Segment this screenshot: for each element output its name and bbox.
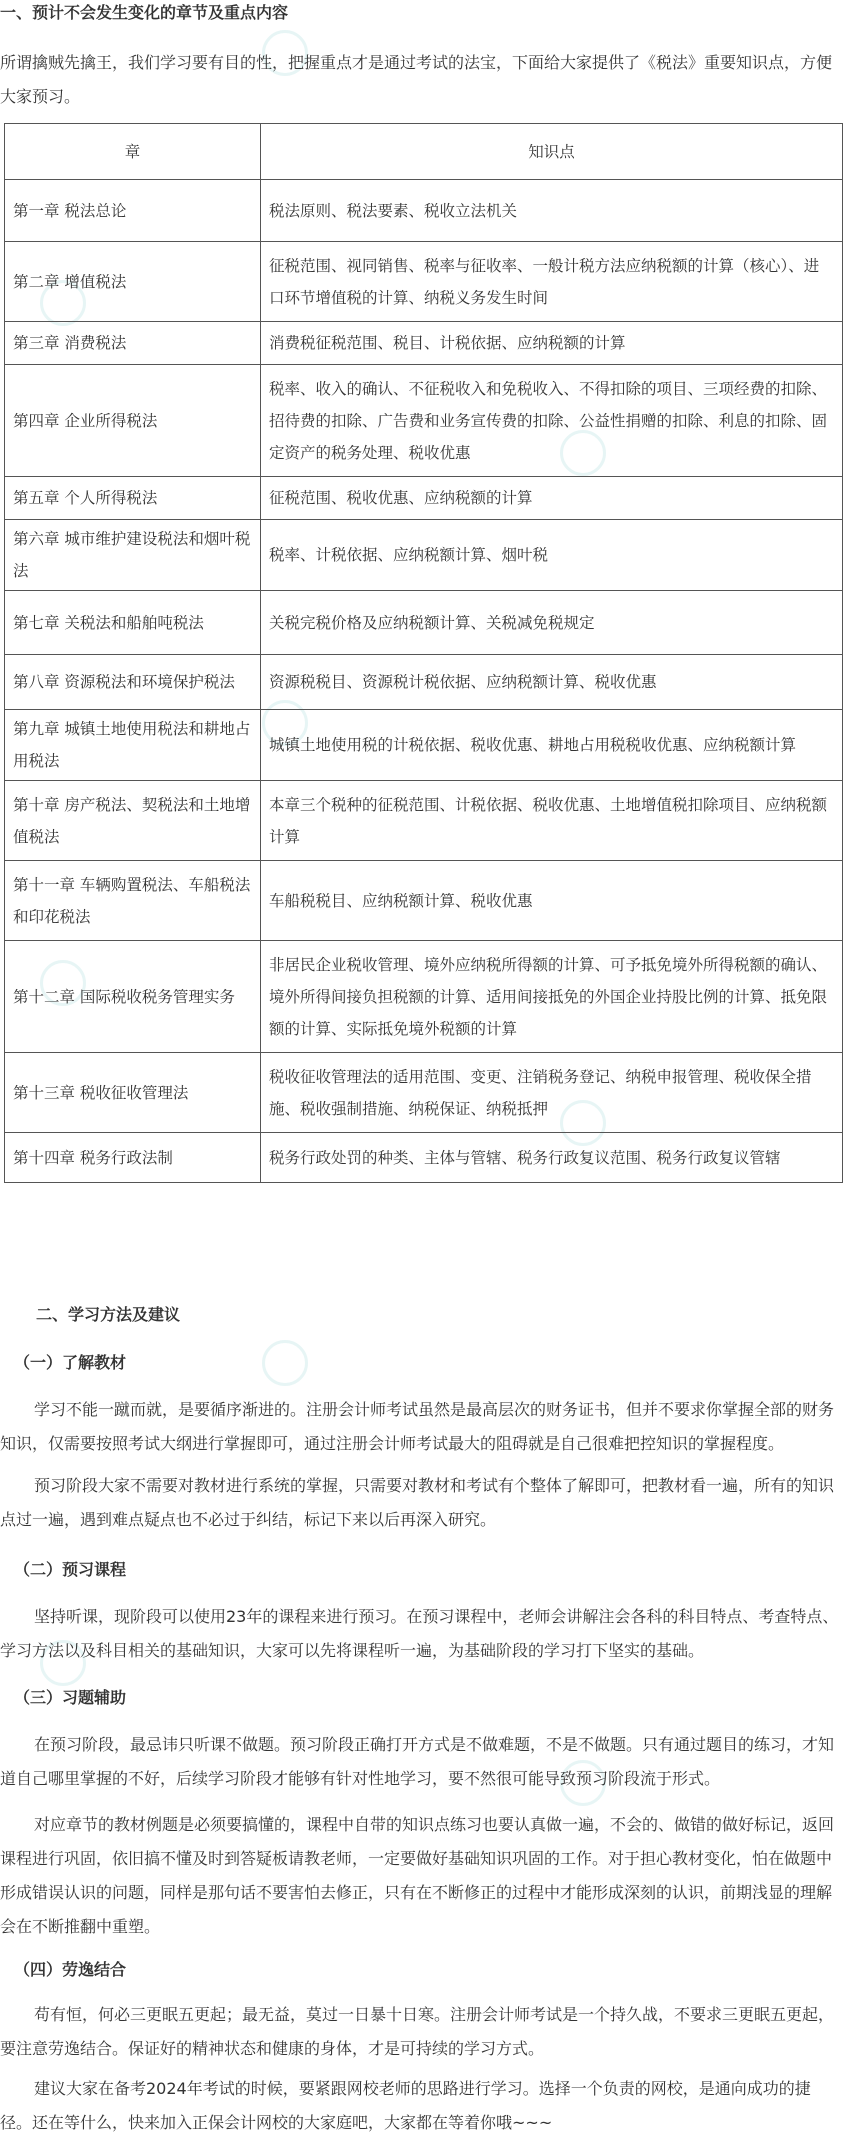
subsection-title: （四）劳逸结合 [14, 1960, 127, 1979]
table-row [5, 365, 843, 477]
subsection-title: （二）预习课程 [14, 1560, 127, 1579]
table-header-chapter: 章 [5, 124, 261, 180]
table-row [5, 655, 843, 710]
chapter-cell: 第六章 城市维护建设税法和烟叶税法 [5, 520, 261, 591]
chapter-cell: 第十三章 税收征收管理法 [5, 1053, 261, 1133]
chapter-cell: 第四章 企业所得税法 [5, 365, 261, 477]
points-cell: 税法原则、税法要素、税收立法机关 [261, 180, 843, 242]
chapter-cell: 第一章 税法总论 [5, 180, 261, 242]
paragraph: 苟有恒，何必三更眠五更起；最无益，莫过一日暴十日寒。注册会计师考试是一个持久战，不要求三更眠五更起，要注意劳逸结合。保证好的精神状态和健康的身体，才是可持续的学习方式。 [0, 2005, 835, 2058]
subsection-title: （一）了解教材 [14, 1353, 127, 1372]
table-row [5, 477, 843, 520]
chapter-cell: 第五章 个人所得税法 [5, 477, 261, 520]
table-row [5, 1133, 843, 1183]
table-row [5, 1053, 843, 1133]
points-cell: 关税完税价格及应纳税额计算、关税减免税规定 [261, 591, 843, 655]
table-row [5, 941, 843, 1053]
chapter-cell: 第七章 关税法和船舶吨税法 [5, 591, 261, 655]
section-heading-1: 一、预计不会发生变化的章节及重点内容 [0, 3, 289, 22]
table-row [5, 861, 843, 941]
chapter-cell: 第十四章 税务行政法制 [5, 1133, 261, 1183]
table-row [5, 591, 843, 655]
paragraph: 学习不能一蹴而就，是要循序渐进的。注册会计师考试虽然是最高层次的财务证书，但并不要求你掌握全部的财务知识，仅需要按照考试大纲进行掌握即可，通过注册会计师考试最大的阻碍就是自己很难把控知识的掌握程度。 [0, 1400, 835, 1453]
syllabus-table [4, 123, 843, 1183]
table-header-points: 知识点 [261, 124, 843, 180]
paragraph: 建议大家在备考2024年考试的时候，要紧跟网校老师的思路进行学习。选择一个负责的网校，是通向成功的捷径。还在等什么，快来加入正保会计网校的大家庭吧，大家都在等着你哦~~~ [0, 2079, 811, 2132]
points-cell: 车船税税目、应纳税额计算、税收优惠 [261, 861, 843, 941]
chapter-cell: 第三章 消费税法 [5, 322, 261, 365]
points-cell: 本章三个税种的征税范围、计税依据、税收优惠、土地增值税扣除项目、应纳税额计算 [261, 781, 843, 861]
points-cell: 消费税征税范围、税目、计税依据、应纳税额的计算 [261, 322, 843, 365]
chapter-cell: 第九章 城镇土地使用税法和耕地占用税法 [5, 710, 261, 781]
table-row [5, 520, 843, 591]
points-cell: 税收征收管理法的适用范围、变更、注销税务登记、纳税申报管理、税收保全措施、税收强制措施、纳税保证、纳税抵押 [261, 1053, 843, 1133]
paragraph: 坚持听课，现阶段可以使用23年的课程来进行预习。在预习课程中，老师会讲解注会各科的科目特点、考查特点、学习方法以及科目相关的基础知识，大家可以先将课程听一遍，为基础阶段的学习打下坚实的基础。 [0, 1607, 839, 1660]
paragraph: 对应章节的教材例题是必须要搞懂的，课程中自带的知识点练习也要认真做一遍，不会的、做错的做好标记，返回课程进行巩固，依旧搞不懂及时到答疑板请教老师，一定要做好基础知识巩固的工作。对于担心教材变化，怕在做题中形成错误认识的问题，同样是那句话不要害怕去修正，只有在不断修正的过程中才能形成深刻的认识，前期浅显的理解会在不断推翻中重塑。 [0, 1815, 835, 1936]
intro-paragraph: 所谓擒贼先擒王，我们学习要有目的性，把握重点才是通过考试的法宝，下面给大家提供了《税法》重要知识点，方便大家预习。 [0, 53, 833, 106]
points-cell: 非居民企业税收管理、境外应纳税所得额的计算、可予抵免境外所得税额的确认、境外所得间接负担税额的计算、适用间接抵免的外国企业持股比例的计算、抵免限额的计算、实际抵免境外税额的计算 [261, 941, 843, 1053]
chapter-cell: 第十一章 车辆购置税法、车船税法和印花税法 [5, 861, 261, 941]
table-row [5, 710, 843, 781]
points-cell: 征税范围、视同销售、税率与征收率、一般计税方法应纳税额的计算（核心）、进口环节增值税的计算、纳税义务发生时间 [261, 242, 843, 322]
points-cell: 资源税税目、资源税计税依据、应纳税额计算、税收优惠 [261, 655, 843, 710]
chapter-cell: 第八章 资源税法和环境保护税法 [5, 655, 261, 710]
section-heading-2: 二、学习方法及建议 [36, 1305, 181, 1324]
points-cell: 城镇土地使用税的计税依据、税收优惠、耕地占用税税收优惠、应纳税额计算 [261, 710, 843, 781]
table-row [5, 242, 843, 322]
watermark-logo-icon [262, 1340, 308, 1386]
points-cell: 征税范围、税收优惠、应纳税额的计算 [261, 477, 843, 520]
table-row [5, 322, 843, 365]
subsection-title: （三）习题辅助 [14, 1688, 127, 1707]
chapter-cell: 第十章 房产税法、契税法和土地增值税法 [5, 781, 261, 861]
table-row [5, 180, 843, 242]
chapter-cell: 第二章 增值税法 [5, 242, 261, 322]
paragraph: 预习阶段大家不需要对教材进行系统的掌握，只需要对教材和考试有个整体了解即可，把教材看一遍，所有的知识点过一遍，遇到难点疑点也不必过于纠结，标记下来以后再深入研究。 [0, 1476, 835, 1529]
table-header-row [5, 124, 843, 180]
table-row [5, 781, 843, 861]
points-cell: 税率、收入的确认、不征税收入和免税收入、不得扣除的项目、三项经费的扣除、招待费的扣除、广告费和业务宣传费的扣除、公益性捐赠的扣除、利息的扣除、固定资产的税务处理、税收优惠 [261, 365, 843, 477]
points-cell: 税务行政处罚的种类、主体与管辖、税务行政复议范围、税务行政复议管辖 [261, 1133, 843, 1183]
points-cell: 税率、计税依据、应纳税额计算、烟叶税 [261, 520, 843, 591]
chapter-cell: 第十二章 国际税收税务管理实务 [5, 941, 261, 1053]
paragraph: 在预习阶段，最忌讳只听课不做题。预习阶段正确打开方式是不做难题，不是不做题。只有通过题目的练习，才知道自己哪里掌握的不好，后续学习阶段才能够有针对性地学习，要不然很可能导致预习阶段流于形式。 [0, 1735, 835, 1788]
